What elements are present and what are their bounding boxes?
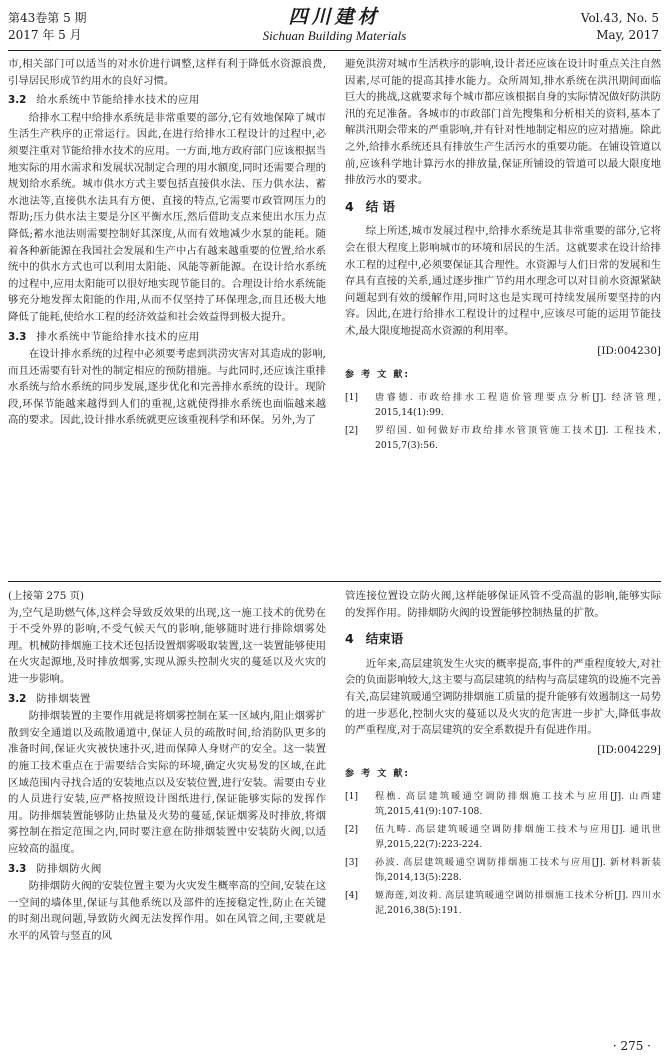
references-heading: 参 考 文 献:: [345, 769, 410, 780]
subsection-title: 防排烟装置: [36, 692, 91, 705]
reference-text: 罗绍国. 如何做好市政给排水管顶管施工技术[J]. 工程技术, 2015,7(3):56.: [375, 424, 661, 452]
subsection-heading: [8, 329, 326, 346]
paragraph: 在设计排水系统的过程中必须要考虑到洪涝灾害对其造成的影响,而且还需要有针对性的制定相应的预防措施。与此同时,还应该注重排水系统与给水系统的同步发展,逐步优化和完善排水系统的设计。现阶段,环保节能越来越得到人们的重视,这就使得排水系统也面临越来越高的要求。因此,设计排水系统就更应该重视科学和环保。另外,为了: [8, 348, 326, 427]
section-title: 结 语: [365, 198, 396, 214]
subsection-number: 3.2: [8, 692, 27, 705]
volume-cn: 第43卷第 5 期: [8, 11, 87, 25]
section-heading: [345, 631, 661, 648]
subsection-heading: [8, 92, 326, 109]
header-right: [581, 10, 659, 44]
reference-item: [345, 423, 661, 454]
reference-number: [4]: [345, 889, 359, 901]
page-number: · 275 ·: [612, 1039, 651, 1053]
section-number: 4: [345, 631, 354, 647]
section-title: 结束语: [365, 631, 404, 647]
reference-number: [2]: [345, 424, 359, 436]
reference-item: [345, 390, 661, 421]
paragraph: 市,相关部门可以适当的对水价进行调整,这样有利于降低水资源浪费,引导居民形成节约用水的良好习惯。: [8, 58, 326, 87]
section-number: 4: [345, 198, 354, 214]
paragraph: 为,空气是助燃气体,这样会导致反效果的出现,这一施工技术的优势在于不受外界的影响,不受气候天气的影响,能够随时进行排除烟雾处理。机械防排烟施工技术还包括设置烟雾吸取装置,这一装置能够使用在火灾起源地,及时排放烟雾,实现从源头控制火灾的蔓延以及火灾的进一步影响。: [8, 606, 326, 685]
reference-item: [345, 888, 661, 919]
subsection-number: 3.3: [8, 862, 27, 875]
bottom-right-column: [345, 588, 661, 921]
article-divider: [8, 581, 661, 582]
reference-item: [345, 789, 661, 820]
reference-number: [3]: [345, 856, 359, 868]
bottom-left-column: [8, 588, 326, 944]
reference-text: 姬海莲,刘汝莉. 高层建筑暖通空调防排烟施工技术分析[J]. 四川水泥,2016,38(5):191.: [375, 889, 661, 917]
subsection-heading: [8, 691, 326, 708]
article-id: [ID:004229]: [597, 743, 661, 756]
header-rule: [8, 50, 661, 51]
top-left-column: [8, 56, 326, 429]
article-id: [ID:004230]: [597, 344, 661, 357]
reference-text: 伍九畴. 高层建筑暖通空调防排烟施工技术与应用[J]. 通讯世界,2015,22(7):223-224.: [375, 823, 661, 851]
continuation-note: (上接第 275 页): [8, 590, 85, 602]
reference-text: 孙波. 高层建筑暖通空调防排烟施工技术与应用[J]. 新材料新装饰,2014,13(5):228.: [375, 856, 661, 884]
subsection-title: 防排烟防火阀: [36, 862, 102, 875]
date-cn: 2017 年 5 月: [8, 28, 82, 42]
paragraph: 管连接位置设立防火阀,这样能够保证风管不受高温的影响,能够实际的发挥作用。防排烟防火阀的设置能够控制热量的扩散。: [345, 590, 661, 619]
top-right-column: [345, 56, 661, 456]
paragraph: 避免洪涝对城市生活秩序的影响,设计者还应该在设计时重点关注自然因素,尽可能的提高其排水能力。众所周知,排水系统在洪汛期间面临巨大的挑战,这就要求每个城市都应该根据自身的实际情况做好防洪防汛的充足准备。各城市的市政部门首先搜集和分析相关的资料,基本了解洪汛期会带来的严重影响,并有针对性地制定相应的应对措施。除此之外,给排水系统还具有排放生产生活污水的重要功能。在铺设管道以前,应该科学地计算污水的排放量,保证所铺设的管道可以最大限度地排放污水的要求。: [345, 58, 661, 187]
paragraph: 防排烟装置的主要作用就是将烟雾控制在某一区域内,阻止烟雾扩散到安全通道以及疏散通道中,保证人员的疏散时间,给消防队更多的准备时间,保证火灾被快速扑灭,进而保障人身财产的安全。这一装置的施工技术重点在于需要结合实际的环境,确定火灾易发的区域,在此区域范围内寻找合适的安装地点以及安装位置,进行安装。需要由专业的人员进行安装,应严格按照设计图纸进行,保证能够实际的发挥作用。防排烟装置能够防止热量及火势的蔓延,保证烟雾及时排放,将烟雾控制在指定范围之内,同时要注意在防排烟装置中安装防火阀,以适应较高的温度。: [8, 710, 326, 855]
section-heading: [345, 199, 661, 216]
subsection-number: 3.3: [8, 330, 27, 343]
paragraph: 近年来,高层建筑发生火灾的概率提高,事件的严重程度较大,对社会的负面影响较大,这主要与高层建筑的结构与高层建筑的设施不完善有关,高层建筑暖通空调防排烟施工质量的提升能够有效遏制这一局势的进一步恶化,控制火灾的蔓延以及火灾的危害进一步扩大,降低事故的严重程度,对于高层建筑的安全系数提升有促进作用。: [345, 657, 661, 737]
reference-number: [2]: [345, 823, 359, 835]
references-heading: 参 考 文 献:: [345, 370, 410, 381]
subsection-title: 给水系统中节能给排水技术的应用: [36, 94, 200, 107]
date-en: May, 2017: [596, 28, 659, 42]
reference-item: [345, 855, 661, 886]
volume-en: Vol.43, No. 5: [580, 11, 659, 25]
journal-name-en: Sichuan Building Materials: [262, 28, 407, 43]
reference-item: [345, 822, 661, 853]
subsection-heading: [8, 861, 326, 878]
page-header: [0, 0, 669, 56]
paragraph: 防排烟防火阀的安装位置主要为火灾发生概率高的空间,安装在这一空间的墙体里,保证与其他系统以及部件的连接稳定性,防止在关键的时刻出现问题,导致防火阀无法发挥作用。如在风管之间,主要就是水平的风管与竖直的风: [8, 880, 326, 942]
reference-text: 程樵. 高层建筑暖通空调防排烟施工技术与应用[J]. 山西建筑,2015,41(9):107-108.: [375, 790, 661, 818]
subsection-title: 排水系统中节能给排水技术的应用: [36, 330, 200, 343]
header-center: [0, 6, 669, 44]
reference-text: 唐睿德. 市政给排水工程造价管理要点分析[J]. 经济管理, 2015,14(1):99.: [375, 391, 661, 419]
subsection-number: 3.2: [8, 94, 27, 107]
journal-logo: 四川建材: [288, 6, 381, 28]
reference-number: [1]: [345, 391, 359, 403]
paragraph: 综上所述,城市发展过程中,给排水系统是其非常重要的部分,它将会在很大程度上影响城市的环境和居民的生活。这就要求在设计给排水工程的过程中,必须要保证其合理性。水资源与人们日常的发展和生存具有直接的关系,通过逐步推广节约用水理念可以对目前水资源紧缺问题起到有效的缓解作用,同时这也是实现可持续发展所要坚持的内容。因此,在进行给排水工程设计的过程中,应该尽可能的运用节能技术,最大限度地提高水资源的利用率。: [345, 225, 661, 337]
reference-number: [1]: [345, 790, 359, 802]
paragraph: 给排水工程中给排水系统是非常重要的部分,它有效地保障了城市生活生产秩序的正常运行。因此,在进行给排水工程设计的过程中,必须要注重对节能给排水技术的应用。一方面,地方政府部门应该根据当地实际的用水需求和发展状况制定合理的用水额度,同时还需要合理的规划给水系统。城市供水方式主要包括直接供水法、压力供水法、蓄水池法等,直接供水法具有方便、直接的特点,它需要市政管网压力的帮助;压力供水法主要是分区平衡水压,然后借助支点来使出水压力点降低;蓄水池法则需要控制好其深度,从而有效地减少水泵的能耗。随着各种新能源在我国社会发展和生产中占有越来越重要的位置,给水系统中的供水方式也可以利用太阳能、风能等新能源。在设计给水系统的过程中,应用太阳能可以很好地实现节能目的。合理设计给水系统能够充分地发挥太阳能的作用,从而不仅坚持了环保理念,而且还极大地降低了能耗,使给水工程的经济效益和社会效益得到极大提升。: [8, 111, 326, 323]
